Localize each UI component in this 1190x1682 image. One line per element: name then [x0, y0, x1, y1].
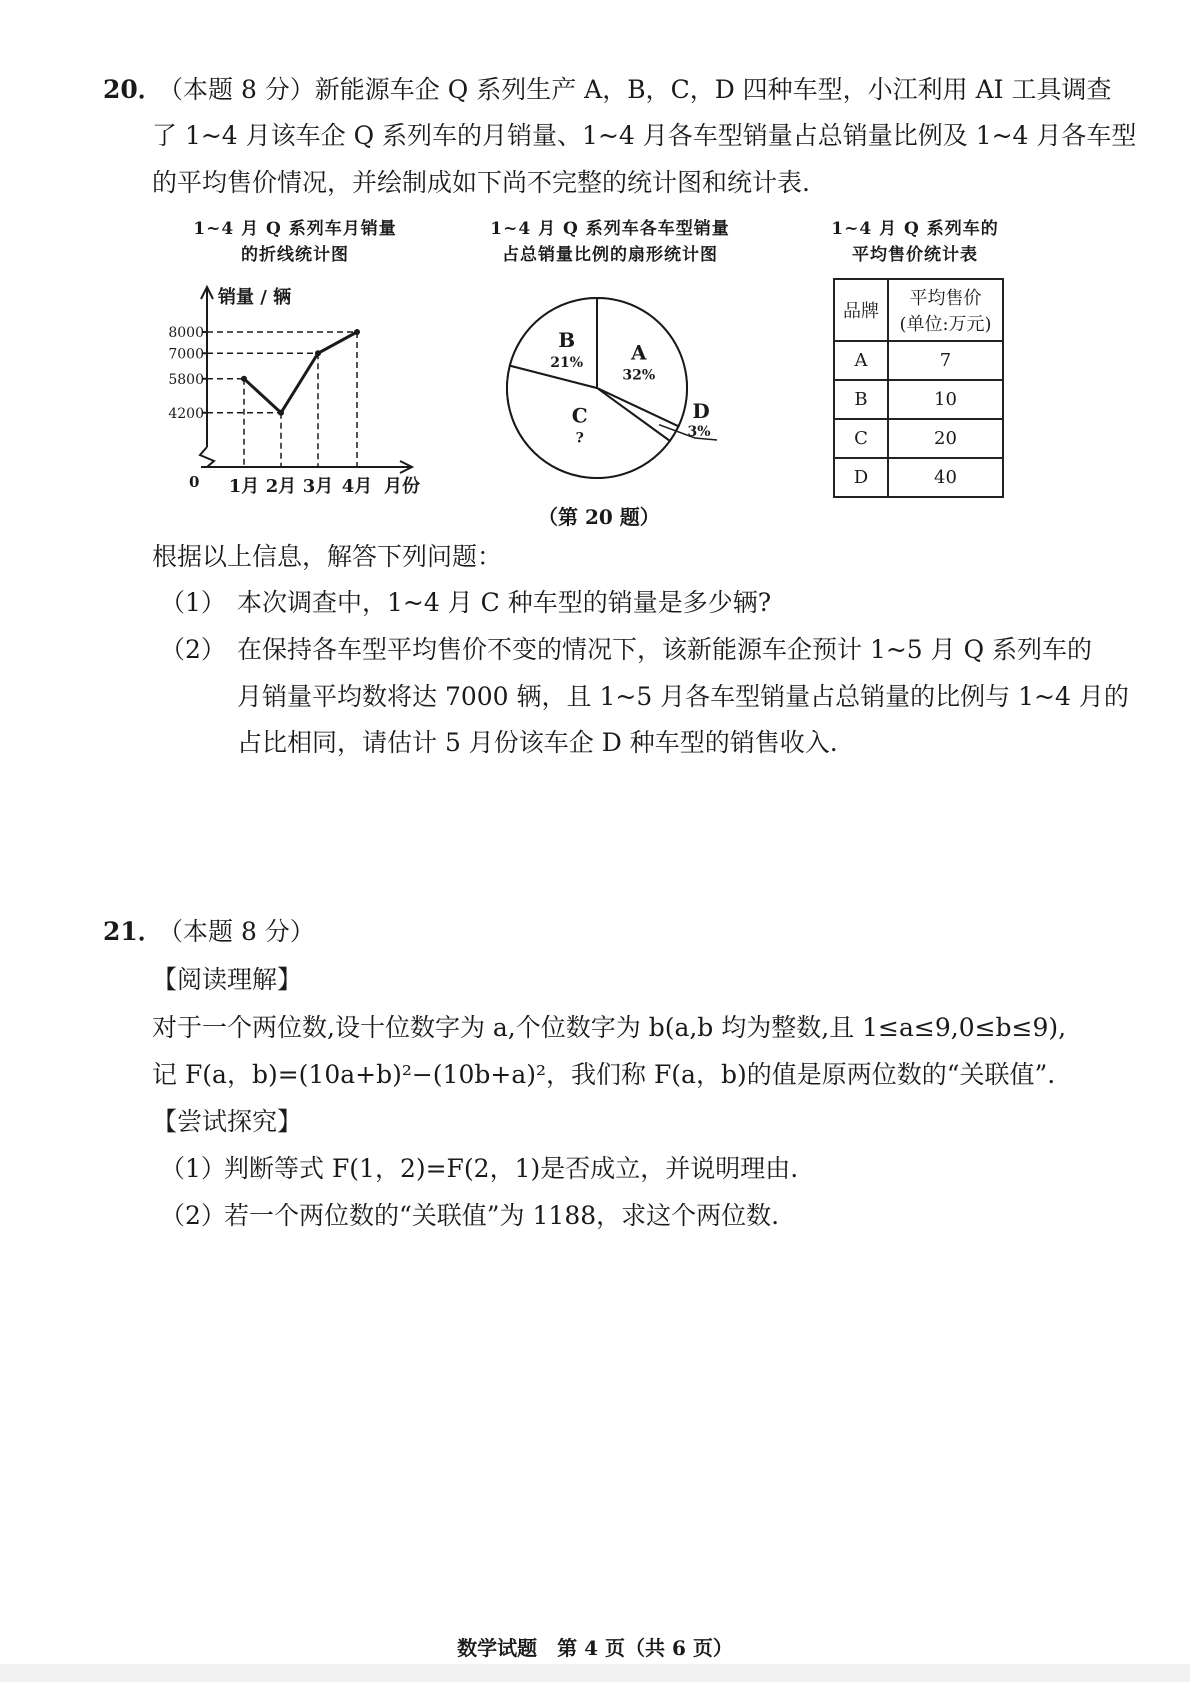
q20-number: 20．: [103, 75, 163, 104]
y-tick-label: 7000: [168, 346, 204, 363]
q21-task1-label: （1）: [160, 1154, 226, 1183]
x-tick-label: 2月: [265, 476, 297, 497]
q20-line-1: （本题 8 分）新能源车企 Q 系列生产 A，B，C，D 四种车型，小江利用 AI 工具调查: [158, 75, 1112, 104]
header-price-1: 平均售价: [909, 288, 982, 309]
slice-label-b: B: [558, 327, 576, 352]
slice-label-a: A: [631, 340, 647, 365]
data-point: [278, 410, 284, 416]
q21-task2-text: 若一个两位数的“关联值”为 1188，求这个两位数.: [224, 1201, 780, 1230]
table-row: [834, 458, 1003, 497]
line-chart-title-1: 1~4 月 Q 系列车月销量: [193, 219, 397, 239]
y-tick-label: 8000: [168, 325, 204, 341]
brand-cell: B: [834, 380, 888, 419]
q21-section-explore: 【尝试探究】: [152, 1107, 303, 1136]
header-price-2: (单位:万元): [899, 314, 992, 335]
data-point: [354, 329, 360, 335]
brand-cell: D: [834, 458, 888, 497]
price-table-title-1: 1~4 月 Q 系列车的: [831, 219, 999, 239]
q20-lead: 根据以上信息，解答下列问题：: [152, 542, 503, 571]
q21-reading-line-1: 对于一个两位数,设十位数字为 a,个位数字为 b(a,b 均为整数,且 1≤a≤9,0≤b≤9),: [152, 1013, 1067, 1042]
q21-task1-text: 判断等式 F(1，2)=F(2，1)是否成立，并说明理由.: [224, 1154, 799, 1183]
data-point: [315, 350, 321, 356]
q21-reading-line-2: 记 F(a，b)=(10a+b)²−(10b+a)²，我们称 F(a，b)的值是原两位数的“关联值”.: [152, 1060, 1056, 1089]
table-row: [834, 380, 1003, 419]
q21-number: 21．: [103, 917, 163, 946]
series-line: [244, 332, 357, 413]
q20-part2-line-1: 在保持各车型平均售价不变的情况下，该新能源车企预计 1~5 月 Q 系列车的: [237, 635, 1093, 664]
table-row: [834, 341, 1003, 380]
page-footer: 数学试题 第 4 页（共 6 页）: [457, 1636, 733, 1660]
q21-section-reading: 【阅读理解】: [152, 965, 303, 994]
table-header-row: [834, 279, 1003, 341]
slice-value-a: 32%: [622, 367, 656, 384]
brand-cell: C: [834, 419, 888, 458]
brand-cell: A: [834, 341, 888, 380]
q20-part1-text: 本次调查中，1~4 月 C 种车型的销量是多少辆?: [237, 588, 772, 617]
price-cell: 10: [888, 380, 1003, 419]
line-chart: [160, 275, 430, 505]
x-tick-label: 3月: [302, 476, 334, 497]
x-tick-label: 1月: [228, 476, 260, 497]
q20-part2-label: （2）: [160, 635, 226, 664]
line-chart-title-2: 的折线统计图: [241, 245, 349, 265]
slice-label-c: C: [571, 403, 588, 428]
slice-label-d: D: [692, 399, 710, 423]
data-point: [241, 376, 247, 382]
price-table-title: [815, 216, 1015, 268]
q21-task2-label: （2）: [160, 1201, 226, 1230]
price-table: [833, 278, 1004, 498]
pie-chart-title: [465, 216, 755, 268]
x-axis-label: 月份: [384, 476, 420, 497]
q20-part2-line-2: 月销量平均数将达 7000 辆，且 1~5 月各车型销量占总销量的比例与 1~4 月的: [237, 682, 1129, 711]
line-chart-title: [170, 216, 420, 268]
q20-part2-line-3: 占比相同，请估计 5 月份该车企 D 种车型的销售收入.: [237, 728, 838, 757]
header-price: [888, 279, 1003, 341]
slice-value-c: ?: [575, 430, 584, 447]
price-cell: 40: [888, 458, 1003, 497]
q21-score: （本题 8 分）: [158, 917, 315, 946]
header-brand: 品牌: [834, 279, 888, 341]
q20-line-2: 了 1~4 月该车企 Q 系列车的月销量、1~4 月各车型销量占总销量比例及 1~4 月各车型: [152, 121, 1137, 150]
q20-part1-label: （1）: [160, 588, 226, 617]
origin-label: 0: [189, 473, 200, 491]
pie-chart: [495, 285, 745, 495]
pie-chart-title-2: 占总销量比例的扇形统计图: [502, 245, 718, 265]
table-row: [834, 419, 1003, 458]
x-tick-label: 4月: [341, 476, 373, 497]
axis-break: [200, 447, 214, 467]
figure-caption: （第 20 题）: [538, 505, 660, 529]
price-table-title-2: 平均售价统计表: [852, 245, 978, 265]
y-tick-label: 4200: [168, 405, 204, 422]
q20-line-3: 的平均售价情况，并绘制成如下尚不完整的统计图和统计表.: [152, 168, 810, 197]
slice-value-b: 21%: [550, 354, 584, 371]
y-tick-label: 5800: [168, 371, 204, 388]
pie-chart-title-1: 1~4 月 Q 系列车各车型销量: [490, 219, 730, 239]
y-axis-label: 销量 / 辆: [218, 287, 292, 308]
price-cell: 7: [888, 341, 1003, 380]
bottom-bar: [0, 1664, 1190, 1682]
slice-value-d: 3%: [687, 424, 711, 440]
price-cell: 20: [888, 419, 1003, 458]
